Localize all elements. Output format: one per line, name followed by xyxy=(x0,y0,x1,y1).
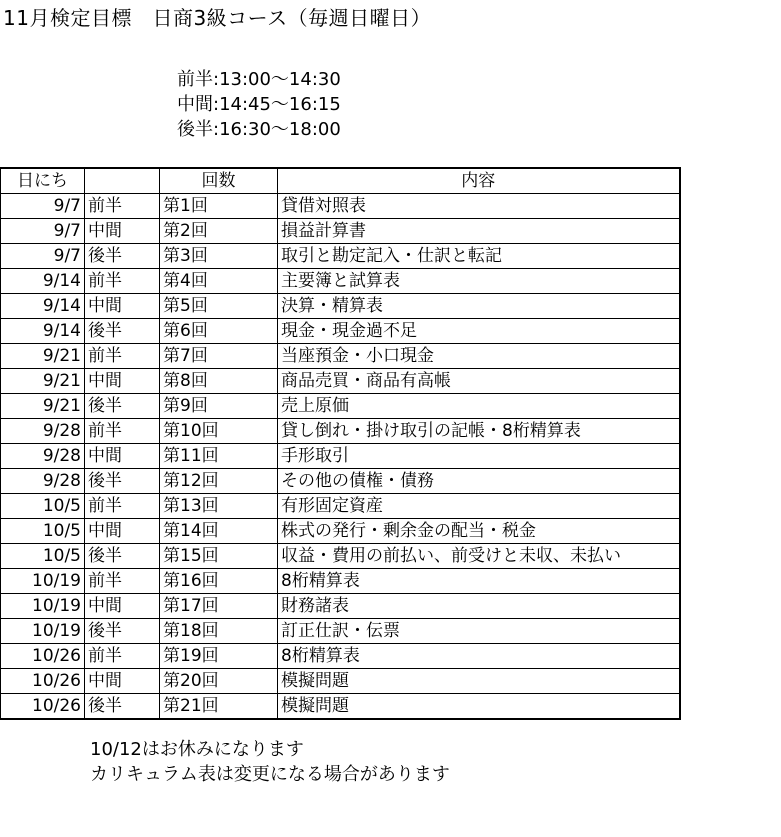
table-row xyxy=(1,344,680,369)
row-count: 第21回 xyxy=(160,694,278,720)
row-date: 10/26 xyxy=(1,644,85,669)
row-count: 第18回 xyxy=(160,619,278,644)
row-date: 9/28 xyxy=(1,469,85,494)
table-row xyxy=(1,444,680,469)
header-date: 日にち xyxy=(1,168,85,194)
row-date: 10/19 xyxy=(1,569,85,594)
row-count: 第4回 xyxy=(160,269,278,294)
note-holiday: 10/12はお休みになります xyxy=(90,739,304,760)
row-content: 8桁精算表 xyxy=(278,569,680,594)
note-curriculum-change: カリキュラム表は変更になる場合があります xyxy=(90,764,450,785)
row-slot: 後半 xyxy=(85,394,160,419)
row-content: 決算・精算表 xyxy=(278,294,680,319)
row-count: 第10回 xyxy=(160,419,278,444)
row-slot: 後半 xyxy=(85,244,160,269)
row-date: 9/21 xyxy=(1,369,85,394)
row-date: 9/14 xyxy=(1,294,85,319)
row-content: 取引と勘定記入・仕訳と転記 xyxy=(278,244,680,269)
table-row xyxy=(1,294,680,319)
row-date: 10/19 xyxy=(1,594,85,619)
table-row xyxy=(1,394,680,419)
row-slot: 中間 xyxy=(85,669,160,694)
row-content: 貸借対照表 xyxy=(278,194,680,219)
row-date: 9/7 xyxy=(1,219,85,244)
row-date: 9/7 xyxy=(1,244,85,269)
table-row xyxy=(1,569,680,594)
session-time-first: 前半:13:00～14:30 xyxy=(177,69,341,90)
session-times xyxy=(177,67,341,142)
table-row xyxy=(1,219,680,244)
row-date: 10/19 xyxy=(1,619,85,644)
row-content: 収益・費用の前払い、前受けと未収、未払い xyxy=(278,544,680,569)
row-content: 模擬問題 xyxy=(278,669,680,694)
row-count: 第13回 xyxy=(160,494,278,519)
row-date: 9/28 xyxy=(1,419,85,444)
row-content: 当座預金・小口現金 xyxy=(278,344,680,369)
table-row xyxy=(1,194,680,219)
row-content: 主要簿と試算表 xyxy=(278,269,680,294)
row-slot: 中間 xyxy=(85,519,160,544)
row-content: 模擬問題 xyxy=(278,694,680,720)
notes xyxy=(90,737,450,787)
table-row xyxy=(1,694,680,720)
row-count: 第12回 xyxy=(160,469,278,494)
row-count: 第5回 xyxy=(160,294,278,319)
table-row xyxy=(1,619,680,644)
row-slot: 後半 xyxy=(85,544,160,569)
schedule-table xyxy=(0,167,681,720)
row-content: 損益計算書 xyxy=(278,219,680,244)
row-count: 第16回 xyxy=(160,569,278,594)
row-content: 売上原価 xyxy=(278,394,680,419)
row-count: 第11回 xyxy=(160,444,278,469)
table-row xyxy=(1,669,680,694)
page-title: 11月検定目標 日商3級コース（毎週日曜日） xyxy=(3,6,432,30)
row-slot: 中間 xyxy=(85,444,160,469)
table-row xyxy=(1,469,680,494)
row-slot: 中間 xyxy=(85,294,160,319)
row-content: 訂正仕訳・伝票 xyxy=(278,619,680,644)
row-slot: 前半 xyxy=(85,419,160,444)
row-date: 10/5 xyxy=(1,544,85,569)
row-count: 第14回 xyxy=(160,519,278,544)
row-slot: 前半 xyxy=(85,494,160,519)
table-row xyxy=(1,419,680,444)
row-slot: 中間 xyxy=(85,369,160,394)
row-count: 第2回 xyxy=(160,219,278,244)
session-time-middle: 中間:14:45～16:15 xyxy=(177,94,341,115)
row-date: 9/21 xyxy=(1,344,85,369)
row-date: 10/5 xyxy=(1,519,85,544)
row-content: その他の債権・債務 xyxy=(278,469,680,494)
header-content: 内容 xyxy=(278,168,680,194)
row-content: 商品売買・商品有高帳 xyxy=(278,369,680,394)
header-count: 回数 xyxy=(160,168,278,194)
row-slot: 中間 xyxy=(85,594,160,619)
row-slot: 後半 xyxy=(85,694,160,720)
row-date: 9/21 xyxy=(1,394,85,419)
row-count: 第6回 xyxy=(160,319,278,344)
row-count: 第8回 xyxy=(160,369,278,394)
row-count: 第20回 xyxy=(160,669,278,694)
row-slot: 後半 xyxy=(85,619,160,644)
table-row xyxy=(1,519,680,544)
row-content: 有形固定資産 xyxy=(278,494,680,519)
table-row xyxy=(1,644,680,669)
table-row xyxy=(1,494,680,519)
table-header-row xyxy=(1,168,680,194)
row-date: 9/14 xyxy=(1,319,85,344)
row-date: 10/5 xyxy=(1,494,85,519)
row-slot: 前半 xyxy=(85,269,160,294)
row-content: 現金・現金過不足 xyxy=(278,319,680,344)
row-content: 8桁精算表 xyxy=(278,644,680,669)
row-content: 貸し倒れ・掛け取引の記帳・8桁精算表 xyxy=(278,419,680,444)
table-row xyxy=(1,544,680,569)
row-date: 10/26 xyxy=(1,694,85,720)
row-count: 第9回 xyxy=(160,394,278,419)
row-count: 第3回 xyxy=(160,244,278,269)
row-count: 第19回 xyxy=(160,644,278,669)
table-row xyxy=(1,369,680,394)
row-slot: 前半 xyxy=(85,644,160,669)
row-count: 第7回 xyxy=(160,344,278,369)
row-slot: 後半 xyxy=(85,469,160,494)
table-row xyxy=(1,594,680,619)
table-row xyxy=(1,319,680,344)
row-count: 第1回 xyxy=(160,194,278,219)
row-count: 第15回 xyxy=(160,544,278,569)
row-count: 第17回 xyxy=(160,594,278,619)
schedule-body xyxy=(1,194,680,720)
row-date: 10/26 xyxy=(1,669,85,694)
row-date: 9/7 xyxy=(1,194,85,219)
row-slot: 前半 xyxy=(85,569,160,594)
row-content: 手形取引 xyxy=(278,444,680,469)
table-row xyxy=(1,269,680,294)
row-date: 9/14 xyxy=(1,269,85,294)
row-content: 財務諸表 xyxy=(278,594,680,619)
row-slot: 前半 xyxy=(85,344,160,369)
row-slot: 中間 xyxy=(85,219,160,244)
row-slot: 後半 xyxy=(85,319,160,344)
header-slot xyxy=(85,168,160,194)
row-slot: 前半 xyxy=(85,194,160,219)
session-time-last: 後半:16:30～18:00 xyxy=(177,119,341,140)
table-row xyxy=(1,244,680,269)
row-content: 株式の発行・剰余金の配当・税金 xyxy=(278,519,680,544)
row-date: 9/28 xyxy=(1,444,85,469)
